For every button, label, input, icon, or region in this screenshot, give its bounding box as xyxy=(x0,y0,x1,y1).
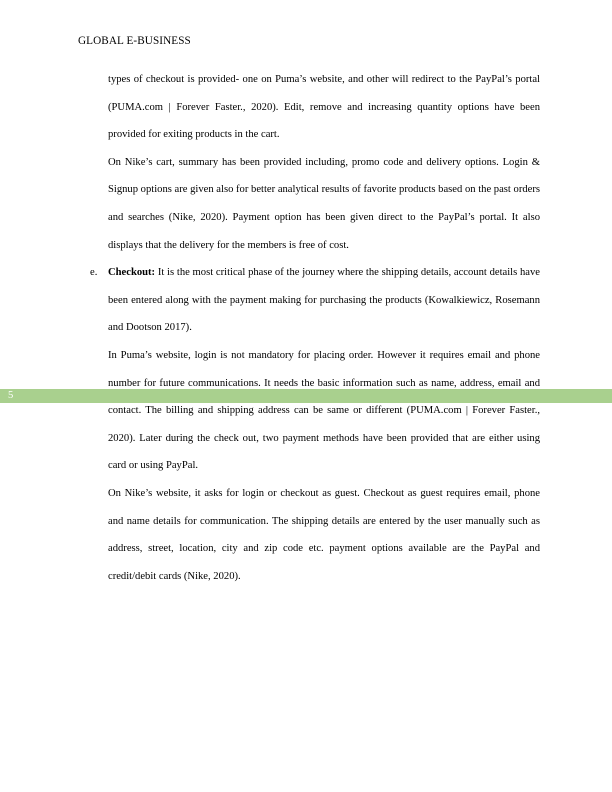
paragraph-puma-checkout-types: types of checkout is provided- one on Puma’s website, and other will redirect to the PayPal’s portal (PUMA.com | Forever Faster., 2020). Edit, remove and increasing quantity options have been provided for exiting products in the cart. xyxy=(108,74,540,141)
document-body xyxy=(90,66,540,590)
paragraph-nike-checkout: On Nike’s website, it asks for login or checkout as guest. Checkout as guest requires email, phone and name details for communication. The shipping details are entered by the user manually such as address, street, location, city and zip code etc. payment options available are the PayPal and credit/debit cards (Nike, 2020). xyxy=(108,487,540,582)
list-item-checkout xyxy=(90,259,540,342)
paragraph-nike-cart: On Nike’s cart, summary has been provided including, promo code and delivery options. Login & Signup options are given also for better analytical results of favorite products based on the past orders and searches (Nike, 2020). Payment option has been given direct to the PayPal’s portal. It also displays that the delivery for the members is free of cost. xyxy=(108,156,540,251)
list-item-term: Checkout: xyxy=(108,267,156,279)
running-header: GLOBAL E-BUSINESS xyxy=(78,35,191,47)
list-item-text: It is the most critical phase of the journey where the shipping details, account details have been entered along with the payment making for purchasing the products (Kowalkiewicz, Rosemann and Dootson 2017). xyxy=(108,267,540,334)
paragraph-puma-login: In Puma’s website, login is not mandatory for placing order. However it requires email and phone number for future communications. It needs the basic information such as name, address, email and contact. The billing and shipping address can be same or different (PUMA.com | Forever Faster., 2020). Later during the check out, two payment methods have been provided that are either using card or using PayPal. xyxy=(108,349,540,472)
page-number: 5 xyxy=(8,390,14,401)
list-marker: e. xyxy=(90,267,98,279)
